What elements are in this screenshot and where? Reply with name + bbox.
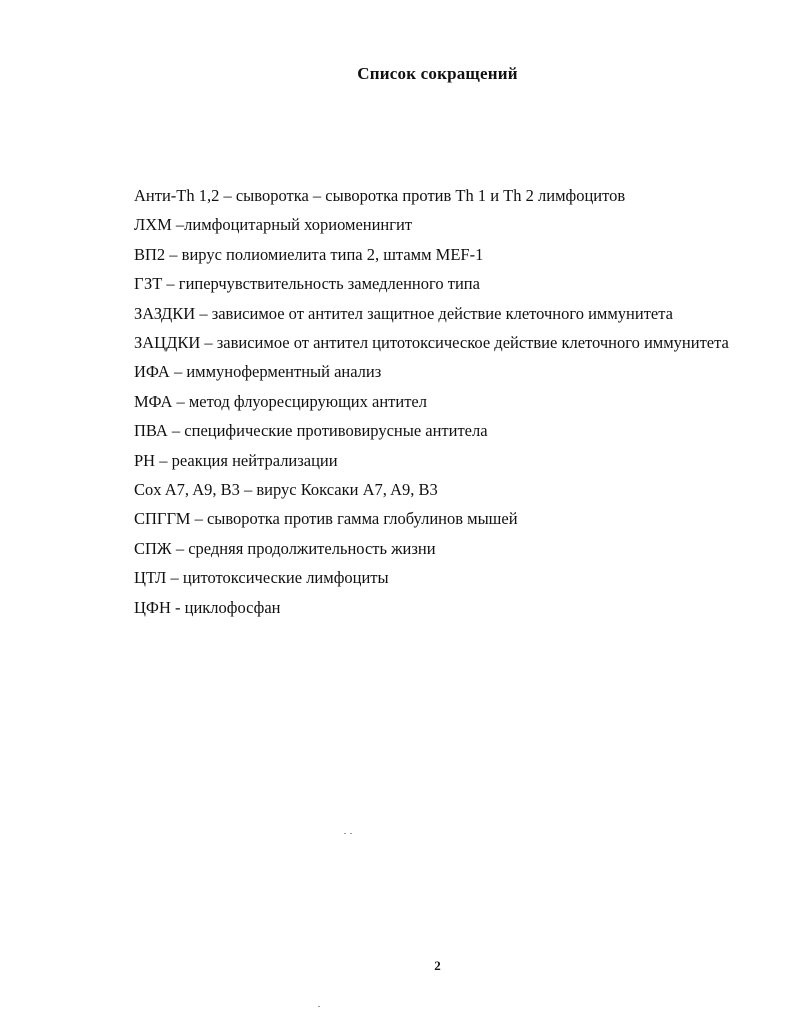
abbreviation-entry: СПГГМ – сыворотка против гамма глобулинов мышей bbox=[134, 509, 518, 529]
abbreviation-entry: Cox A7, A9, B3 – вирус Коксаки A7, A9, B3 bbox=[134, 480, 438, 500]
abbreviation-entry: ЗАЗДКИ – зависимое от антител защитное действие клеточного иммунитета bbox=[134, 303, 673, 323]
page-title: Список сокращений bbox=[357, 64, 518, 83]
abbreviation-entry: СПЖ – средняя продолжительность жизни bbox=[134, 538, 436, 558]
scan-speck bbox=[344, 833, 346, 834]
scan-speck bbox=[350, 833, 352, 834]
abbreviation-entry: РН – реакция нейтрализации bbox=[134, 450, 338, 470]
abbreviation-entry: Анти-Th 1,2 – сыворотка – сыворотка против Th 1 и Th 2 лимфоцитов bbox=[134, 186, 626, 205]
abbreviation-entry: МФА – метод флуоресцирующих антител bbox=[134, 391, 427, 411]
abbreviation-list bbox=[134, 181, 754, 622]
abbreviation-entry: ЦФН - циклофосфан bbox=[134, 597, 281, 617]
scan-speck bbox=[318, 1006, 320, 1007]
page-number: 2 bbox=[434, 958, 441, 973]
abbreviation-entry: ЛХМ –лимфоцитарный хориоменингит bbox=[134, 215, 413, 235]
abbreviation-entry: ГЗТ – гиперчувствительность замедленного типа bbox=[134, 274, 480, 294]
abbreviation-entry: ПВА – специфические противовирусные антитела bbox=[134, 421, 488, 441]
abbreviation-entry: ЗАЦДКИ – зависимое от антител цитотоксическое действие клеточного иммунитета bbox=[134, 333, 729, 353]
abbreviation-entry: ВП2 – вирус полиомиелита типа 2, штамм MEF-1 bbox=[134, 244, 484, 264]
abbreviation-entry: ЦТЛ – цитотоксические лимфоциты bbox=[134, 568, 389, 588]
abbreviation-entry: ИФА – иммуноферментный анализ bbox=[134, 362, 382, 382]
